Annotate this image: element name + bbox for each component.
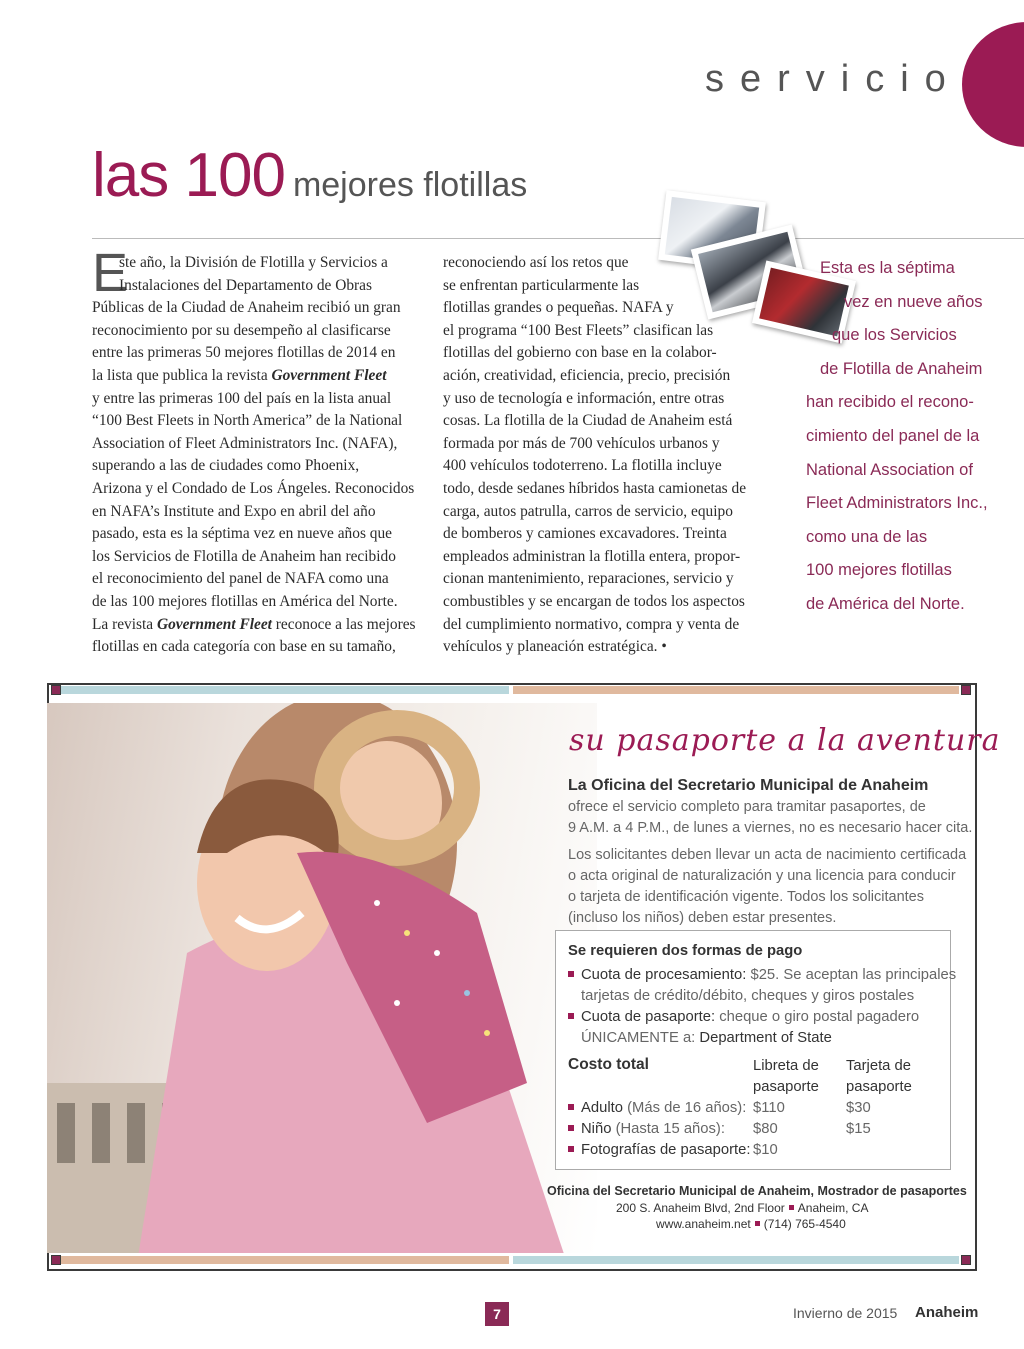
article-line: del cumplimiento normativo, compra y venta de [443, 615, 740, 633]
hours-line: 9 A.M. a 4 P.M., de lunes a viernes, no es necesario hacer cita. [568, 820, 973, 836]
article-line: ste año, la División de Flotilla y Servicios a [119, 254, 388, 271]
article-line: reconocimiento por su desempeño al clasificarse [92, 321, 391, 339]
cost-value: $110 [753, 1100, 785, 1116]
article-line: de las 100 mejores flotillas en América del Norte. [92, 592, 398, 610]
requirements-paragraph [568, 845, 966, 929]
mother-daughter-photo [47, 703, 597, 1253]
article-line: flotillas en cada categoría con base en su tamaño, [92, 638, 396, 656]
office-contact [656, 1217, 846, 1231]
col-header-libreta: Libreta de pasaporte [753, 1058, 819, 1095]
article-line: el reconocimiento del panel de NAFA como una [92, 570, 389, 588]
pullquote-line: como una de las [806, 527, 928, 546]
article-line: cosas. La flotilla de la Ciudad de Anaheim está [443, 412, 733, 430]
article-line: Públicas de la Ciudad de Anaheim recibió un gran [92, 299, 401, 317]
ad-heading: su pasaporte a la aventura [569, 723, 1001, 758]
pullquote-line: 100 mejores flotillas [806, 561, 952, 580]
corner-accent-circle [962, 22, 1024, 147]
col-header-tarjeta: Tarjeta de pasaporte [846, 1058, 912, 1095]
article-line: en NAFA’s Institute and Expo en abril del año [92, 502, 376, 520]
cost-row: Adulto (Más de 16 años): [568, 1100, 746, 1116]
title-rest: mejores flotillas [292, 166, 528, 204]
article-line: pasado, esta es la séptima vez en nueve años que [92, 525, 393, 543]
office-address: 200 S. Anaheim Blvd, 2nd Floor Anaheim, CA [616, 1201, 869, 1215]
article-line: Association of Fleet Administrators Inc. (NAFA), [92, 434, 398, 452]
article-line: todo, desde sedanes híbridos hasta camionetas de [443, 479, 747, 497]
pullquote-line: Fleet Administrators Inc., [806, 494, 988, 513]
issue-label: Invierno de 2015 [793, 1305, 898, 1321]
bullet-icon [568, 1104, 574, 1110]
article-line: ación, creatividad, eficiencia, precio, precisión [443, 366, 731, 384]
bullet-icon [568, 1146, 574, 1152]
band-top-right [513, 686, 959, 694]
pullquote-line: de Flotilla de Anaheim [820, 359, 983, 378]
article-line: de bomberos y camiones excavadores. Treinta [443, 525, 727, 543]
requirements-line: Los solicitantes deben llevar un acta de nacimiento certificada [568, 847, 967, 863]
cost-row: Niño (Hasta 15 años): [568, 1121, 725, 1137]
corner-square [961, 685, 971, 695]
article-line: empleados administran la flotilla entera, propor- [443, 547, 741, 565]
cost-value: $30 [846, 1100, 871, 1116]
article-line: formada por más de 700 vehículos urbanos y [443, 434, 720, 452]
article-line: carga, autos patrulla, carros de servicio, equipo [443, 502, 733, 520]
article-line: y uso de tecnología e información, entre otras [443, 389, 725, 407]
article-line: el programa “100 Best Fleets” clasifican las [443, 321, 714, 339]
article-line: flotillas del gobierno con base en la colabor- [443, 344, 717, 362]
article-line: la lista que publica la revista Government Fleet [92, 366, 387, 384]
article-title [92, 140, 527, 211]
title-rule [92, 238, 1024, 239]
article-column-2 [443, 252, 746, 659]
phone-number: (714) 765-4540 [763, 1217, 846, 1231]
article-line: los Servicios de Flotilla de Anaheim han recibido [92, 547, 396, 565]
hours-line: ofrece el servicio completo para tramitar pasaportes, de [568, 799, 926, 815]
pullquote-line: que los Servicios [832, 326, 957, 345]
article-line: flotillas grandes o pequeñas. NAFA y [443, 299, 674, 317]
band-bottom-right [513, 1256, 959, 1264]
requirements-line: (incluso los niños) deben estar presentes. [568, 910, 837, 926]
requirements-line: o acta original de naturalización y una licencia para conducir [568, 868, 956, 884]
cost-title: Costo total [568, 1056, 649, 1073]
cost-row: Fotografías de pasaporte: [568, 1142, 750, 1158]
drop-cap: E [92, 243, 129, 303]
pull-quote [806, 252, 988, 622]
band-top-left [61, 686, 509, 694]
corner-square [51, 1255, 61, 1265]
magazine-name: Anaheim [915, 1304, 979, 1321]
fee-item-processing-cont: tarjetas de crédito/débito, cheques y giros postales [581, 988, 915, 1004]
article-line: “100 Best Fleets in North America” de la National [92, 412, 403, 430]
article-line: combustibles y se encargan de todos los aspectos [443, 592, 745, 610]
corner-square [51, 685, 61, 695]
fee-item-passport-cont: ÚNICAMENTE a: Department of State [581, 1030, 832, 1046]
article-line: se enfrentan particularmente las [443, 276, 640, 294]
bullet-icon [568, 1013, 574, 1019]
pullquote-line: vez en nueve años [844, 292, 983, 311]
cost-value: $80 [753, 1121, 778, 1137]
page-number: 7 [485, 1302, 509, 1326]
office-counter: Oficina del Secretario Municipal de Anaheim, Mostrador de pasaportes [547, 1184, 967, 1198]
article-line: cionan mantenimiento, reparaciones, servicio y [443, 570, 734, 588]
fees-box [555, 930, 957, 1170]
bullet-icon [568, 1125, 574, 1131]
article-column-1 [92, 243, 416, 659]
requirements-line: o tarjeta de identificación vigente. Todos los solicitantes [568, 889, 925, 905]
article-line: Arizona y el Condado de Los Ángeles. Reconocidos [92, 479, 415, 497]
article-line: entre las primeras 50 mejores flotillas de 2014 en [92, 344, 396, 362]
article-line: superando a las de ciudades como Phoenix, [92, 457, 360, 475]
band-bottom-left [61, 1256, 509, 1264]
pullquote-line: National Association of [806, 460, 973, 479]
title-number: las 100 [92, 141, 285, 210]
website-link[interactable]: www.anaheim.net [656, 1217, 751, 1231]
corner-square [961, 1255, 971, 1265]
article-line: Instalaciones del Departamento de Obras [119, 276, 372, 294]
separator-icon [755, 1221, 760, 1226]
office-name: La Oficina del Secretario Municipal de Anaheim [568, 777, 929, 794]
section-label: servicio [705, 58, 962, 100]
article-line: vehículos y planeación estratégica. • [443, 638, 667, 656]
cost-value: $10 [753, 1142, 778, 1158]
separator-icon [789, 1205, 794, 1210]
pullquote-line: Esta es la séptima [820, 259, 955, 277]
fee-item-passport: Cuota de pasaporte: cheque o giro postal pagadero [568, 1009, 919, 1025]
passport-ad [47, 683, 1001, 1271]
cost-value: $15 [846, 1121, 871, 1137]
pullquote-line: cimiento del panel de la [806, 426, 980, 445]
fee-item-processing: Cuota de procesamiento: $25. Se aceptan las principales [568, 967, 956, 983]
pullquote-line: de América del Norte. [806, 594, 965, 613]
article-line: La revista Government Fleet reconoce a las mejores [92, 615, 416, 633]
hours-paragraph [568, 797, 972, 839]
pullquote-line: han recibido el recono- [806, 393, 974, 412]
bullet-icon [568, 971, 574, 977]
article-line: reconociendo así los retos que [443, 254, 629, 271]
fees-title: Se requieren dos formas de pago [568, 943, 803, 959]
article-line: y entre las primeras 100 del país en la lista anual [92, 389, 392, 407]
article-line: 400 vehículos todoterreno. La flotilla incluye [443, 457, 722, 475]
